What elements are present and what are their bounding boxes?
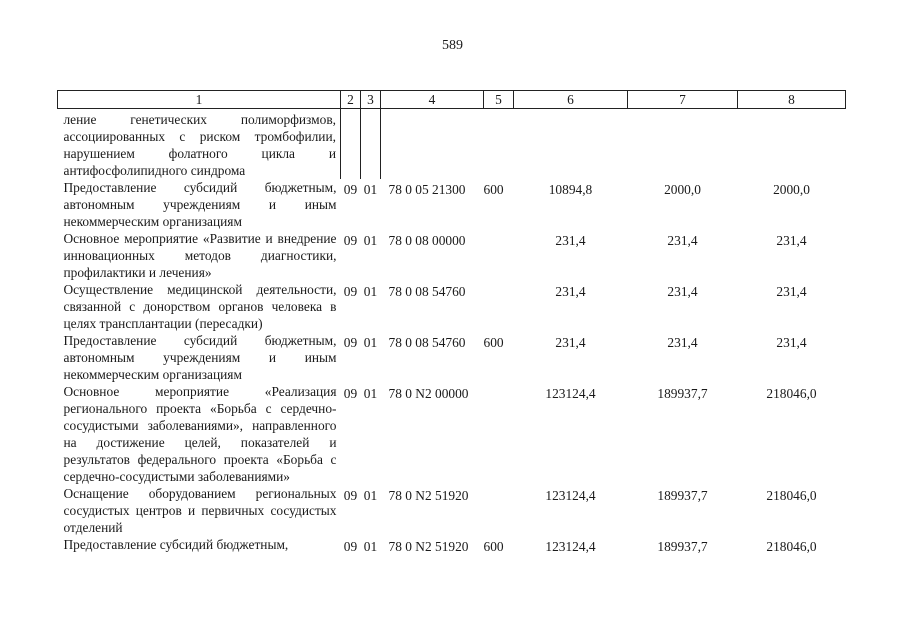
row-expense-type <box>484 383 514 485</box>
header-col-3: 3 <box>361 91 381 109</box>
row-subsection: 01 <box>363 284 378 299</box>
row-value-8: 231,4 <box>776 233 807 248</box>
row-subsection: 01 <box>363 386 378 401</box>
row-section: 09 <box>343 335 358 350</box>
row-subsection <box>361 109 381 180</box>
row-section: 09 <box>343 233 358 248</box>
row-value-8: 218046,0 <box>766 539 817 554</box>
row-expense-type <box>484 109 514 180</box>
row-subsection: 01 <box>363 539 378 554</box>
table-row <box>58 383 846 485</box>
row-section: 09 <box>343 539 358 554</box>
row-expense-type: 600 <box>483 335 504 350</box>
row-name: ление генетических полиморфизмов, ассоциированных с риском тромбофилии, нарушением фолатного цикла и антифосфолипидного синдрома <box>58 109 341 180</box>
row-value-6: 10894,8 <box>548 182 593 197</box>
row-value-6: 231,4 <box>555 284 586 299</box>
table-row <box>58 485 846 536</box>
header-col-1: 1 <box>58 91 341 109</box>
row-section: 09 <box>343 386 358 401</box>
table-row <box>58 281 846 332</box>
row-value-8: 231,4 <box>776 335 807 350</box>
table-row <box>58 179 846 230</box>
row-value-6 <box>514 109 628 180</box>
table-row <box>58 109 846 180</box>
row-expense-type <box>484 281 514 332</box>
row-value-7: 231,4 <box>667 335 698 350</box>
row-target-code: 78 0 08 54760 <box>388 284 466 299</box>
row-expense-type <box>484 485 514 536</box>
row-target-code: 78 0 05 21300 <box>388 182 466 197</box>
header-col-7: 7 <box>628 91 738 109</box>
row-name: Предоставление субсидий бюджетным, автономным учреждениям и иным некоммерческим организациям <box>63 180 337 229</box>
row-name: Предоставление субсидий бюджетным, автономным учреждениям и иным некоммерческим организациям <box>63 333 337 382</box>
row-value-8: 2000,0 <box>773 182 810 197</box>
row-value-8: 218046,0 <box>766 386 817 401</box>
row-value-7: 189937,7 <box>657 386 708 401</box>
row-subsection: 01 <box>363 233 378 248</box>
row-value-7: 231,4 <box>667 284 698 299</box>
row-value-6: 231,4 <box>555 233 586 248</box>
row-value-7: 189937,7 <box>657 539 708 554</box>
row-subsection: 01 <box>363 335 378 350</box>
row-value-8 <box>738 109 846 180</box>
row-name: Оснащение оборудованием региональных сосудистых центров и первичных сосудистых отделений <box>63 486 337 535</box>
table-row <box>58 230 846 281</box>
row-target-code: 78 0 N2 00000 <box>388 386 469 401</box>
row-value-7: 2000,0 <box>664 182 701 197</box>
table-row <box>58 536 846 555</box>
row-name: Основное мероприятие «Реализация регионального проекта «Борьба с сердечно-сосудистыми заболеваниями», направленного на достижение целей, показателей и результатов федерального проекта «Борьба с сердечно-сосудистыми заболеваниями» <box>63 384 337 484</box>
row-section: 09 <box>343 488 358 503</box>
header-col-8: 8 <box>738 91 846 109</box>
row-expense-type: 600 <box>483 182 504 197</box>
row-value-6: 123124,4 <box>545 386 596 401</box>
row-subsection: 01 <box>363 182 378 197</box>
budget-table <box>57 90 846 555</box>
row-section <box>341 109 361 180</box>
row-expense-type: 600 <box>483 539 504 554</box>
row-value-8: 231,4 <box>776 284 807 299</box>
row-target-code: 78 0 08 54760 <box>388 335 466 350</box>
row-value-7: 189937,7 <box>657 488 708 503</box>
header-col-6: 6 <box>514 91 628 109</box>
row-name: Основное мероприятие «Развитие и внедрение инновационных методов диагностики, профилактики и лечения» <box>63 231 337 280</box>
row-target-code: 78 0 08 00000 <box>388 233 466 248</box>
row-target-code <box>381 109 484 180</box>
table-row <box>58 332 846 383</box>
row-name: Предоставление субсидий бюджетным, <box>63 537 289 552</box>
row-target-code: 78 0 N2 51920 <box>388 488 469 503</box>
row-target-code: 78 0 N2 51920 <box>388 539 469 554</box>
row-name: Осуществление медицинской деятельности, связанной с донорством органов человека в целях трансплантации (пересадки) <box>63 282 337 331</box>
budget-table-container <box>57 90 845 555</box>
row-value-6: 123124,4 <box>545 539 596 554</box>
row-value-7 <box>628 109 738 180</box>
row-expense-type <box>484 230 514 281</box>
row-value-6: 231,4 <box>555 335 586 350</box>
row-value-6: 123124,4 <box>545 488 596 503</box>
row-value-8: 218046,0 <box>766 488 817 503</box>
row-value-7: 231,4 <box>667 233 698 248</box>
table-header-row <box>58 91 846 109</box>
header-col-2: 2 <box>341 91 361 109</box>
row-subsection: 01 <box>363 488 378 503</box>
page-number: 589 <box>442 38 463 53</box>
row-section: 09 <box>343 182 358 197</box>
header-col-5: 5 <box>484 91 514 109</box>
header-col-4: 4 <box>381 91 484 109</box>
row-section: 09 <box>343 284 358 299</box>
